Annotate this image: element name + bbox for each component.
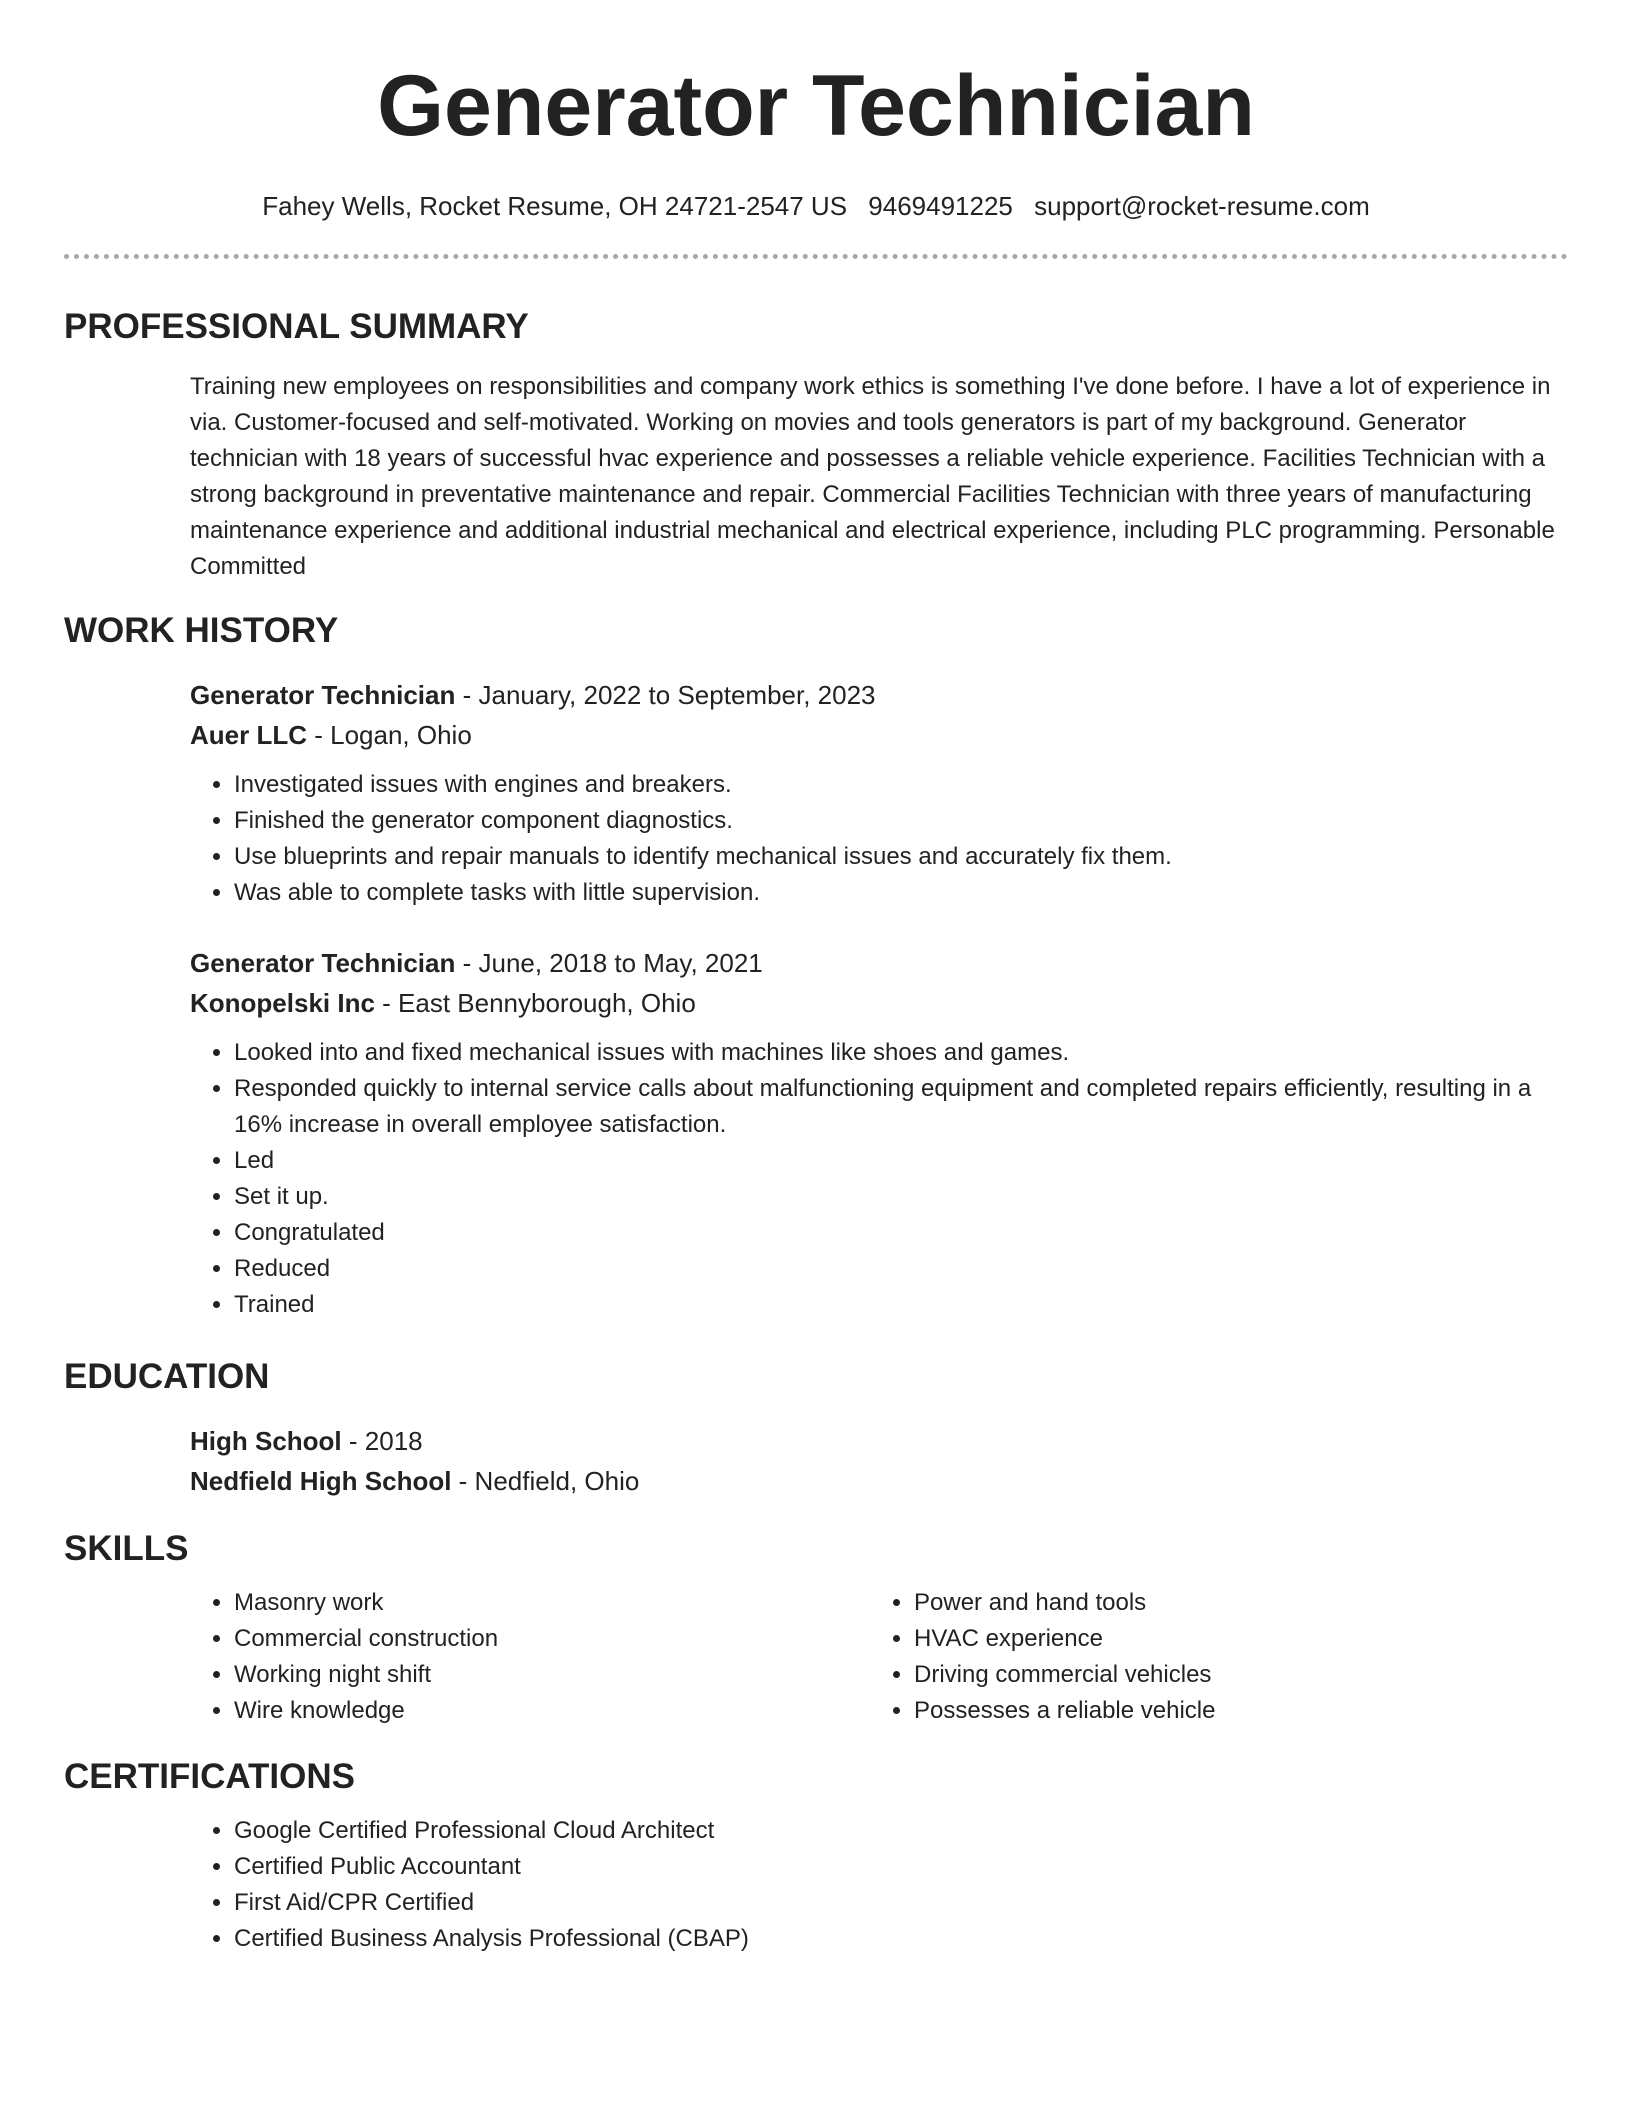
contact-email: support@rocket-resume.com [1034, 191, 1370, 221]
skills-columns [190, 1585, 1568, 1729]
work-history-section [64, 675, 1568, 1323]
list-item: • Looked into and fixed mechanical issues with machines like shoes and games. [234, 1035, 1568, 1071]
certifications-heading: CERTIFICATIONS [64, 1757, 356, 1796]
job-entry [190, 943, 1568, 1323]
contact-address: Fahey Wells, Rocket Resume, OH 24721-2547 US [262, 191, 848, 221]
job-location: - Logan, Ohio [307, 720, 472, 750]
certifications-list [190, 1813, 1568, 1957]
list-item: • Certified Public Accountant [234, 1849, 1568, 1885]
certifications-section [64, 1813, 1568, 1957]
list-item: • Driving commercial vehicles [914, 1657, 1550, 1693]
job-dates: - June, 2018 to May, 2021 [455, 948, 763, 978]
skills-right-column [870, 1585, 1550, 1729]
list-item: • Finished the generator component diagnostics. [234, 803, 1568, 839]
list-item: • HVAC experience [914, 1621, 1550, 1657]
list-item: • Was able to complete tasks with little supervision. [234, 875, 1568, 911]
job-location: - East Bennyborough, Ohio [374, 988, 696, 1018]
job-company: Auer LLC [190, 720, 307, 750]
list-item: • Investigated issues with engines and breakers. [234, 767, 1568, 803]
education-degree-line [190, 1421, 1568, 1461]
summary-heading: PROFESSIONAL SUMMARY [64, 307, 529, 346]
list-item: • Trained [234, 1287, 1568, 1323]
list-item: • Power and hand tools [914, 1585, 1550, 1621]
header-divider [64, 254, 1568, 259]
education-school-line [190, 1461, 1568, 1501]
job-role: Generator Technician [190, 680, 456, 710]
resume-name: Generator Technician [377, 58, 1255, 154]
list-item: • Possesses a reliable vehicle [914, 1693, 1550, 1729]
skills-left-column [190, 1585, 870, 1729]
education-entry [190, 1421, 1568, 1501]
contact-line [64, 188, 1568, 224]
job-title-line [190, 675, 1568, 715]
job-company-line [190, 715, 1568, 755]
education-degree: High School [190, 1426, 342, 1456]
skills-section [64, 1585, 1568, 1729]
job-dates: - January, 2022 to September, 2023 [455, 680, 876, 710]
education-section [64, 1421, 1568, 1501]
list-item: • Use blueprints and repair manuals to identify mechanical issues and accurately fix them. [234, 839, 1568, 875]
summary-section [64, 369, 1568, 585]
list-item: • Google Certified Professional Cloud Architect [234, 1813, 1568, 1849]
list-item: • Commercial construction [234, 1621, 870, 1657]
job-entry [190, 675, 1568, 911]
list-item: • Working night shift [234, 1657, 870, 1693]
job-bullets [190, 767, 1568, 911]
list-item: • Wire knowledge [234, 1693, 870, 1729]
work-history-heading: WORK HISTORY [64, 611, 339, 650]
job-title-line [190, 943, 1568, 983]
job-company-line [190, 983, 1568, 1023]
education-heading: EDUCATION [64, 1357, 270, 1396]
education-location: - Nedfield, Ohio [451, 1466, 640, 1496]
skills-heading: SKILLS [64, 1529, 189, 1568]
list-item: • Set it up. [234, 1179, 1568, 1215]
job-role: Generator Technician [190, 948, 456, 978]
list-item: • Reduced [234, 1251, 1568, 1287]
job-bullets [190, 1035, 1568, 1323]
list-item: • Led [234, 1143, 1568, 1179]
education-year: - 2018 [341, 1426, 423, 1456]
list-item: • Congratulated [234, 1215, 1568, 1251]
list-item: • First Aid/CPR Certified [234, 1885, 1568, 1921]
summary-text: Training new employees on responsibilities and company work ethics is something I've done before. I have a lot of experience in via. Customer-focused and self-motivated. Working on movies and tools generators is part of my background. Generator technician with 18 years of successful hvac experience and possesses a reliable vehicle experience. Facilities Technician with a strong background in preventative maintenance and repair. Commercial Facilities Technician with three years of manufacturing maintenance experience and additional industrial mechanical and electrical experience, including PLC programming. Personable Committed [190, 373, 1555, 580]
job-company: Konopelski Inc [190, 988, 375, 1018]
education-school: Nedfield High School [190, 1466, 452, 1496]
list-item: • Masonry work [234, 1585, 870, 1621]
list-item: • Certified Business Analysis Professional (CBAP) [234, 1921, 1568, 1957]
list-item: • Responded quickly to internal service calls about malfunctioning equipment and completed repairs efficiently, resulting in a 16% increase in overall employee satisfaction. [234, 1071, 1568, 1143]
contact-phone: 9469491225 [868, 191, 1013, 221]
